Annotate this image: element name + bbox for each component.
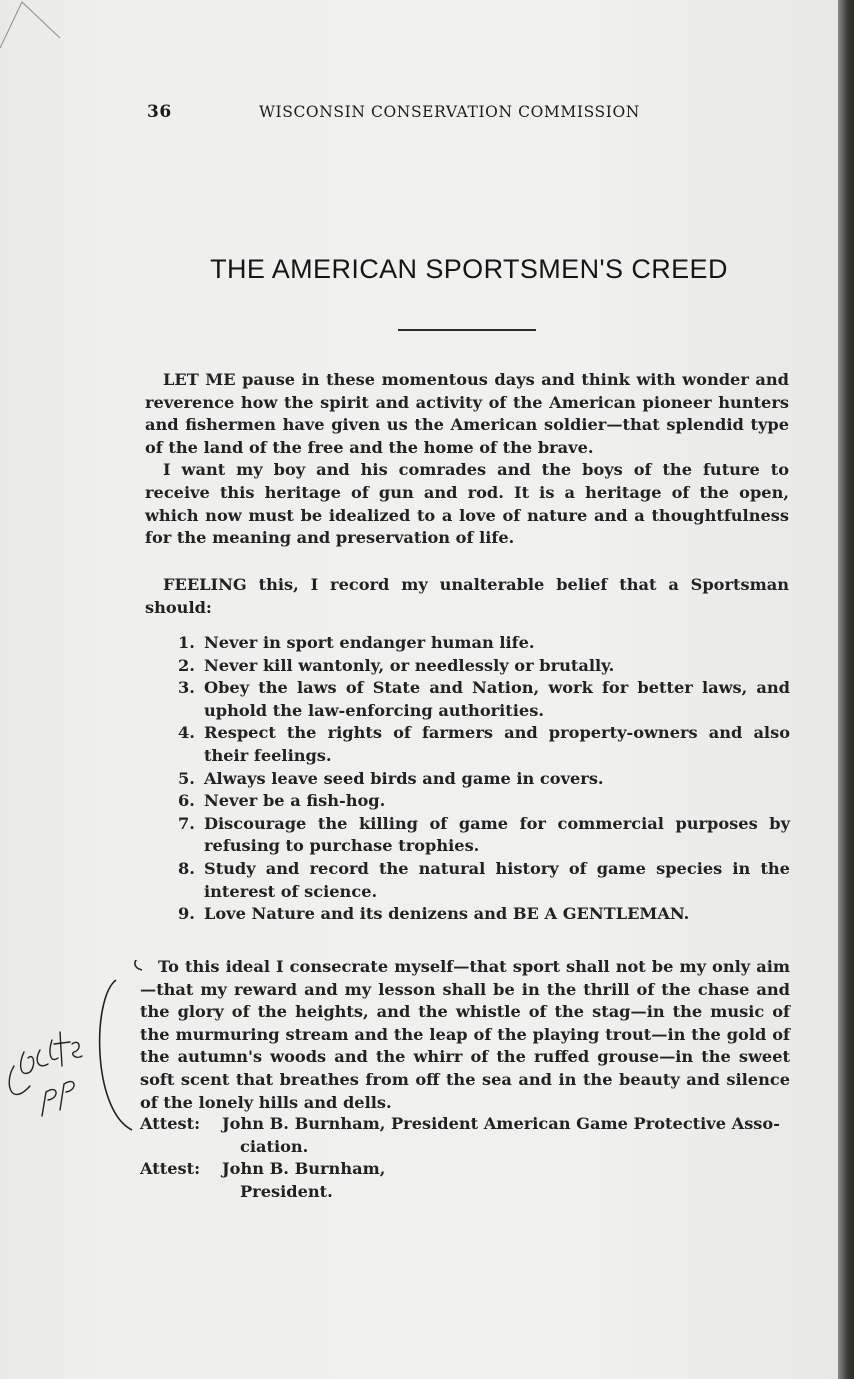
corner-fold-mark xyxy=(0,0,70,60)
running-head: WISCONSIN CONSERVATION COMMISSION xyxy=(259,103,640,121)
list-item xyxy=(178,813,790,858)
attestation-row xyxy=(140,1113,790,1136)
attest-title: President. xyxy=(240,1181,333,1201)
list-item-number: 3. xyxy=(178,678,195,698)
list-item-number: 8. xyxy=(178,858,195,878)
attest-label: Attest: xyxy=(140,1114,201,1133)
creed-list xyxy=(178,632,790,926)
list-item-text: Never be a fish-hog. xyxy=(204,791,386,811)
attest-name: John B. Burnham, President American Game Protective Asso- xyxy=(222,1114,780,1133)
attest-name: John B. Burnham, xyxy=(222,1159,386,1179)
list-item-text: Always leave seed birds and game in covers. xyxy=(204,768,604,788)
attestation-row xyxy=(140,1158,790,1181)
list-item xyxy=(178,677,790,722)
list-item-text: Love Nature and its denizens and BE A GENTLEMAN. xyxy=(204,904,690,924)
intro-paragraph: LET ME pause in these momentous days and think with wonder and reverence how the spirit and activity of the American pioneer hunters and fishermen have given us the American soldier—that splendid type of the land of the free and the home of the brave. xyxy=(145,370,789,457)
list-item-text: Discourage the killing of game for commercial purposes by refusing to purchase trophies. xyxy=(204,813,790,856)
page-number: 36 xyxy=(147,102,172,122)
handwritten-quote-annotation xyxy=(0,960,150,1140)
list-item-text: Never in sport endanger human life. xyxy=(204,633,535,652)
page-title: THE AMERICAN SPORTSMEN'S CREED xyxy=(210,254,728,284)
list-item-number: 4. xyxy=(178,723,195,743)
attestation-block xyxy=(140,1113,790,1203)
list-item-number: 2. xyxy=(178,655,195,675)
list-item-number: 6. xyxy=(178,791,195,811)
list-item-text: Study and record the natural history of game species in the interest of science. xyxy=(204,858,790,901)
list-item xyxy=(178,768,790,791)
list-item-text: Respect the rights of farmers and property-owners and also their feelings. xyxy=(204,723,790,765)
title-divider xyxy=(398,329,536,331)
feeling-paragraph: FEELING this, I record my unalterable belief that a Sportsman should: xyxy=(145,575,789,617)
intro-paragraph: I want my boy and his comrades and the boys of the future to receive this heritage of gun and rod. It is a heritage of the open, which now must be idealized to a love of nature and a thoughtfulness for the meaning and preservation of life. xyxy=(145,460,789,548)
list-item xyxy=(178,655,790,678)
page-edge-shadow xyxy=(838,0,854,1379)
attest-label: Attest: xyxy=(140,1159,201,1179)
list-item-text: Never kill wantonly, or needlessly or brutally. xyxy=(204,655,615,675)
list-item xyxy=(178,903,790,926)
list-item-number: 7. xyxy=(178,813,195,833)
list-item xyxy=(178,858,790,903)
list-item-text: Obey the laws of State and Nation, work for better laws, and uphold the law-enforcing authorities. xyxy=(204,678,790,720)
intro-section xyxy=(145,369,789,550)
list-item xyxy=(178,632,790,655)
closing-section xyxy=(140,956,790,1114)
feeling-section xyxy=(145,574,789,619)
list-item-number: 5. xyxy=(178,768,195,788)
closing-paragraph: To this ideal I consecrate myself—that sport shall not be my only aim—that my reward and my lesson shall be in the thrill of the chase and the glory of the heights, and the whistle of the stag—in the music of the murmuring stream and the leap of the playing trout—in the gold of the autumn's woods and the whirr of the ruffed grouse—in the sweet soft scent that breathes from off the sea and in the beauty and silence of the lonely hills and dells. xyxy=(140,957,790,1112)
page-header xyxy=(147,102,687,126)
list-item xyxy=(178,722,790,767)
list-item-number: 9. xyxy=(178,904,195,924)
list-item xyxy=(178,790,790,813)
list-item-number: 1. xyxy=(178,633,195,652)
attest-continuation: ciation. xyxy=(240,1136,309,1156)
